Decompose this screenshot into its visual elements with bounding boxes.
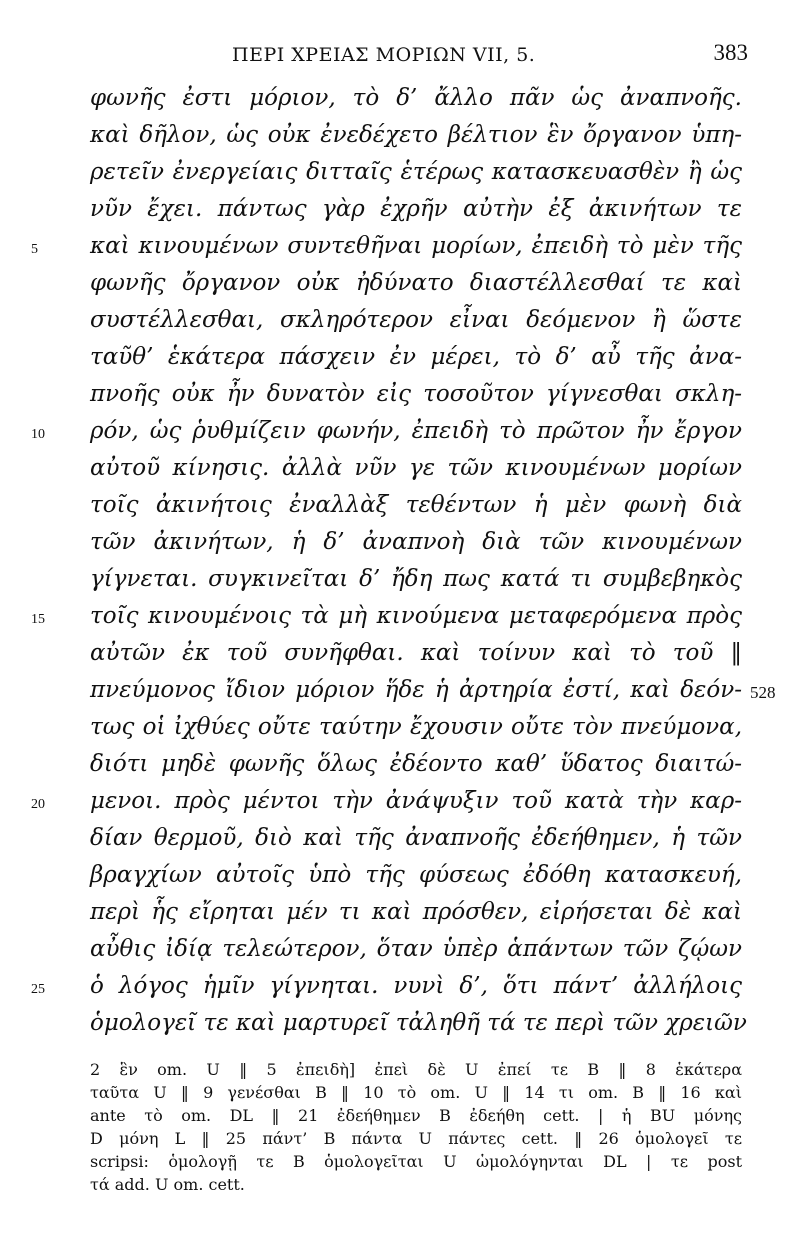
text-line: δίαν θερμοῦ, διὸ καὶ τῆς ἀναπνοῆς ἐδεήθημεν, ἡ τῶν bbox=[90, 825, 742, 851]
page-number: 383 bbox=[713, 40, 748, 65]
line-number: 15 bbox=[31, 612, 45, 627]
text-line: ρετεῖν ἐνεργείαις διτταῖς ἑτέρως κατασκευασθὲν ἢ ὡς bbox=[90, 159, 742, 185]
text-line: φωνῆς ἐστι μόριον, τὸ δ’ ἄλλο πᾶν ὡς ἀναπνοῆς. bbox=[90, 85, 742, 111]
text-line: αὐτῶν ἐκ τοῦ συνῆφθαι. καὶ τοίνυν καὶ τὸ τοῦ ‖ bbox=[90, 640, 742, 666]
footnote-line: ante τὸ om. DL ‖ 21 ἐδεήθημεν B ἐδεήθη cett. | ἡ BU μόνης bbox=[90, 1106, 742, 1125]
text-line: ταῦθ’ ἑκάτερα πάσχειν ἐν μέρει, τὸ δ’ αὖ τῆς ἀνα- bbox=[90, 344, 742, 370]
running-header bbox=[200, 38, 760, 70]
text-line: διότι μηδὲ φωνῆς ὅλως ἐδέοντο καθ’ ὕδατος διαιτώ- bbox=[90, 751, 742, 777]
text-line: φωνῆς ὄργανον οὐκ ἠδύνατο διαστέλλεσθαί τε καὶ bbox=[90, 270, 742, 296]
text-line: αὖθις ἰδίᾳ τελεώτερον, ὅταν ὑπὲρ ἁπάντων τῶν ζῴων bbox=[90, 936, 742, 962]
text-line: καὶ κινουμένων συντεθῆναι μορίων, ἐπειδὴ τὸ μὲν τῆς bbox=[90, 233, 742, 259]
footnote-line: scripsi: ὁμολογῇ τε B ὁμολογεῖται U ὡμολόγηνται DL | τε post bbox=[90, 1152, 742, 1171]
text-line: συστέλλεσθαι, σκληρότερον εἶναι δεόμενον ἢ ὥστε bbox=[90, 307, 742, 333]
line-number: 25 bbox=[31, 982, 45, 997]
line-number: 5 bbox=[31, 242, 38, 257]
text-line: γίγνεται. συγκινεῖται δ’ ἤδη πως κατά τι συμβεβηκὸς bbox=[90, 566, 742, 592]
text-line: βραγχίων αὐτοῖς ὑπὸ τῆς φύσεως ἐδόθη κατασκευή, bbox=[90, 862, 742, 888]
text-line: πνοῆς οὐκ ἦν δυνατὸν εἰς τοσοῦτον γίγνεσθαι σκλη- bbox=[90, 381, 742, 407]
text-line: νῦν ἔχει. πάντως γὰρ ἐχρῆν αὐτὴν ἐξ ἀκινήτων τε bbox=[90, 196, 742, 222]
text-line: τως οἱ ἰχθύες οὔτε ταύτην ἔχουσιν οὔτε τὸν πνεύμονα, bbox=[90, 714, 742, 740]
text-line: περὶ ἧς εἴρηται μέν τι καὶ πρόσθεν, εἰρήσεται δὲ καὶ bbox=[90, 899, 742, 925]
text-line: ρόν, ὡς ῥυθμίζειν φωνήν, ἐπειδὴ τὸ πρῶτον ἦν ἔργον bbox=[90, 418, 742, 444]
running-title: ΠΕΡΙ ΧΡΕΙΑΣ ΜΟΡΙΩΝ VII, 5. bbox=[232, 44, 536, 66]
text-line: αὐτοῦ κίνησις. ἀλλὰ νῦν γε τῶν κινουμένων μορίων bbox=[90, 455, 742, 481]
text-line: ὁ λόγος ἡμῖν γίγνηται. νυνὶ δ’, ὅτι πάντ’ ἀλλήλοις bbox=[90, 973, 742, 999]
footnote-line: τά add. U om. cett. bbox=[90, 1175, 245, 1194]
footnote-line: D μόνη L ‖ 25 πάντ’ B πάντα U πάντες cett. ‖ 26 ὁμολογεῖ τε bbox=[90, 1129, 742, 1148]
text-line: πνεύμονος ἴδιον μόριον ἥδε ἡ ἀρτηρία ἐστί, καὶ δεόν- bbox=[90, 677, 742, 703]
line-number: 10 bbox=[31, 427, 45, 442]
margin-page-reference: 528 bbox=[750, 683, 776, 702]
text-line: τοῖς κινουμένοις τὰ μὴ κινούμενα μεταφερόμενα πρὸς bbox=[90, 603, 742, 629]
text-line: τοῖς ἀκινήτοις ἐναλλὰξ τεθέντων ἡ μὲν φωνὴ διὰ bbox=[90, 492, 742, 518]
footnote-line: ταῦτα U ‖ 9 γενέσθαι B ‖ 10 τὸ om. U ‖ 14 τι om. B ‖ 16 καὶ bbox=[90, 1083, 742, 1102]
text-line: ὁμολογεῖ τε καὶ μαρτυρεῖ τἀληθῆ τά τε περὶ τῶν χρειῶν bbox=[90, 1010, 747, 1036]
text-line: καὶ δῆλον, ὡς οὐκ ἐνεδέχετο βέλτιον ἓν ὄργανον ὑπη- bbox=[90, 122, 742, 148]
text-line: τῶν ἀκινήτων, ἡ δ’ ἀναπνοὴ διὰ τῶν κινουμένων bbox=[90, 529, 742, 555]
footnote-line: 2 ἓν om. U ‖ 5 ἐπειδὴ] ἐπεὶ δὲ U ἐπεί τε B ‖ 8 ἑκάτερα bbox=[90, 1060, 742, 1079]
line-number: 20 bbox=[31, 797, 45, 812]
text-line: μενοι. πρὸς μέντοι τὴν ἀνάψυξιν τοῦ κατὰ τὴν καρ- bbox=[90, 788, 742, 814]
